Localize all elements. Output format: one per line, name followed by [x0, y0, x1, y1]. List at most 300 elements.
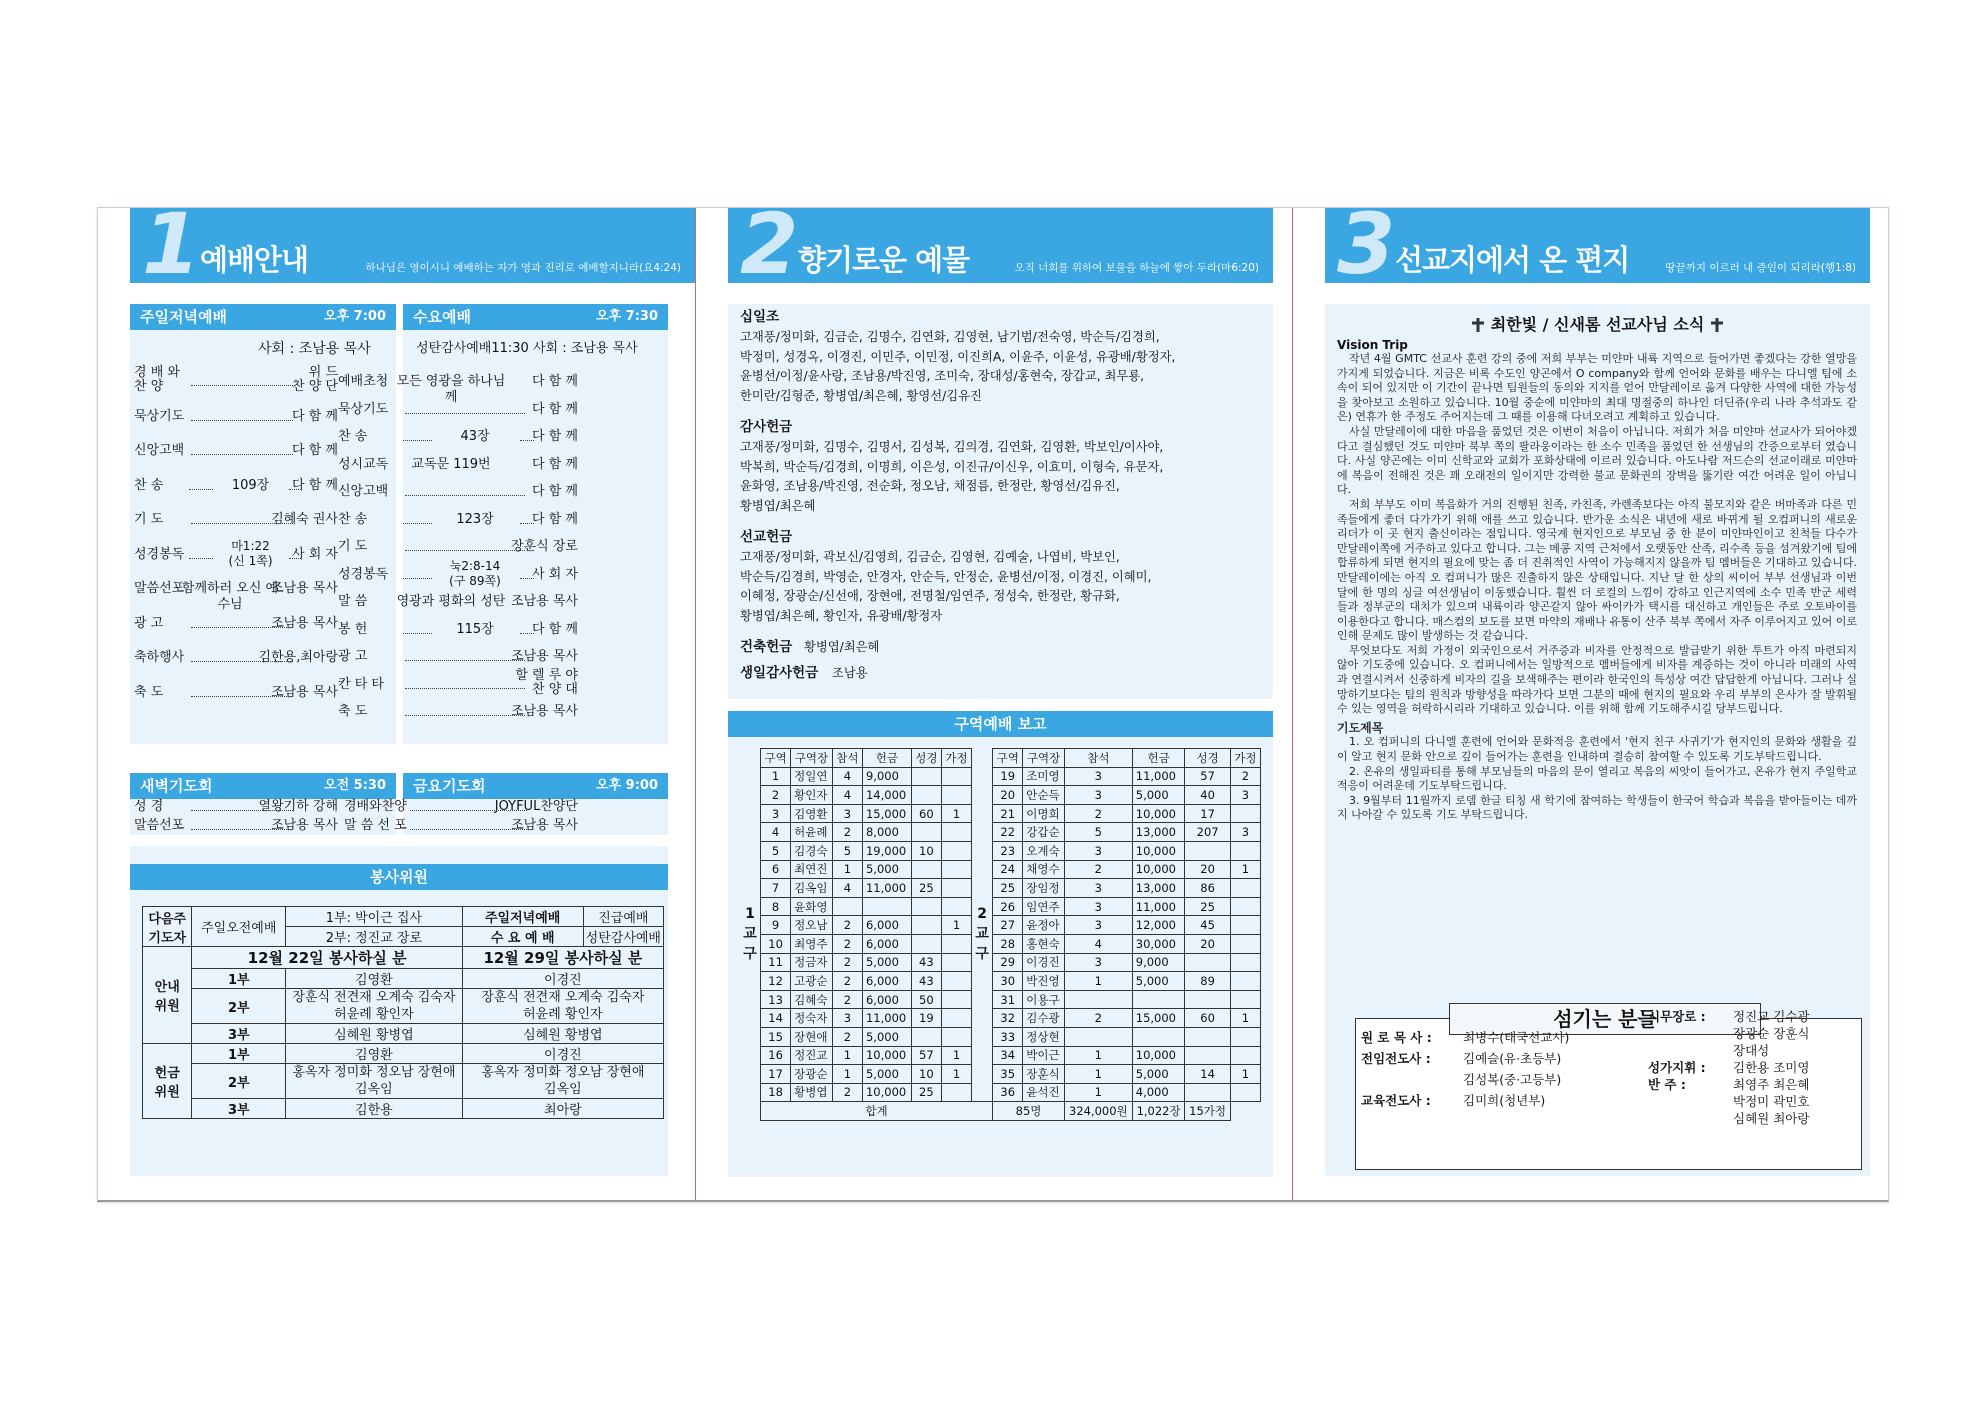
order-row	[134, 401, 338, 436]
table-cell: 33	[993, 1027, 1023, 1046]
order-leader: 조남용 목사	[511, 818, 578, 833]
staff-left-col	[1361, 1028, 1432, 1112]
table-cell: 1	[832, 860, 862, 879]
leader-dots	[189, 489, 213, 490]
table-cell	[1185, 953, 1230, 972]
staff-left-values	[1463, 1028, 1569, 1112]
table-cell: 5,000	[862, 1027, 911, 1046]
table-cell: 45	[1185, 916, 1230, 935]
leader-dots	[191, 454, 293, 455]
group-spacer	[972, 749, 993, 768]
table-cell: 정숙자	[791, 1009, 833, 1028]
letter-body	[1337, 352, 1857, 823]
leader-dots	[191, 385, 293, 386]
table-cell	[911, 786, 941, 805]
guide-2-week1: 장훈식 전견재 오계숙 김숙자 허윤례 황인자	[286, 989, 463, 1024]
table-cell: 10	[761, 934, 791, 953]
total-bible: 1,022장	[1132, 1102, 1185, 1121]
header-time: 오후 7:00	[324, 309, 386, 324]
order-content: 115장	[456, 621, 494, 637]
leader-dots	[403, 440, 432, 441]
edu-evangelist-value: 김미희(청년부)	[1463, 1093, 1546, 1108]
order-label: 말씀선포	[134, 818, 185, 833]
next-week-label: 다음주 기도자	[143, 907, 192, 947]
panel-number: 1	[142, 195, 201, 293]
order-label: 신앙고백	[134, 443, 185, 458]
table-cell	[862, 897, 911, 916]
part-label: 1부	[192, 1044, 286, 1064]
letter-title: 최한빛 / 신새롬 선교사님 소식	[1490, 315, 1705, 334]
offering-2-week1: 홍옥자 정미화 정오남 장현애 김옥임	[286, 1064, 463, 1099]
header-time: 오후 7:30	[596, 309, 658, 324]
table-cell	[911, 1027, 941, 1046]
panel-worship-guide	[98, 195, 695, 1200]
wednesday-label: 수 요 예 배	[462, 927, 583, 947]
prayer-item: 3. 9월부터 11월까지 로뎀 한글 티칭 새 학기에 참여하는 학생들이 한국어 학습과 복음을 받아들이는 데까지 나아갈 수 있도록 기도 부탁드립니다.	[1337, 793, 1857, 822]
table-cell: 14	[761, 1009, 791, 1028]
leader-dots	[405, 495, 525, 496]
order-leader: 조남용 목사	[271, 615, 338, 631]
order-leader: 다 함 께	[532, 621, 578, 637]
order-row	[134, 810, 338, 833]
part2-prayer: 2부: 정진교 장로	[286, 927, 463, 947]
table-cell: 정진교	[791, 1046, 833, 1065]
table-cell: 10,000	[1132, 804, 1185, 823]
table-cell: 10	[911, 1065, 941, 1084]
table-cell: 7	[761, 879, 791, 898]
table-cell: 12	[761, 972, 791, 991]
guide-1-week1: 김영환	[286, 969, 463, 989]
staff-right-values	[1733, 1008, 1809, 1127]
order-row	[338, 559, 578, 587]
table-cell: 57	[1185, 767, 1230, 786]
table-cell	[1185, 1027, 1230, 1046]
table-cell: 2	[832, 1083, 862, 1102]
table-cell	[1230, 953, 1260, 972]
offering-names: 고재풍/정미화, 김명수, 김명서, 김성복, 김의경, 김연화, 김영환, 박보인/이사야, 박복희, 박순득/김경희, 이명희, 이은성, 이진규/이신우, 이효미, 이형숙, 유문자, 윤화영, 조남용/박진영, 전순화, 정오남, 채점름, 한정란, 황영선/김유진, 황병엽/최은혜	[740, 440, 1164, 513]
table-cell: 1	[832, 1046, 862, 1065]
guide-label: 안내 위원	[143, 947, 192, 1044]
letter-paragraph: 작년 4월 GMTC 선교사 훈련 강의 중에 저희 부부는 미얀마 내륙 지역으로 들어가면 좋겠다는 강한 열망을 가지게 되었습니다. 지금은 비록 수도인 양곤에서 O company와 함께 언어와 문화를 배우는 다니엘 팀에 소속이 되어 있지만 이 기간이 끝나면 팀원들의 동의와 지지를 얻어 만달레이로 옮겨 다양한 사역에 대한 가능성을 찾아보고 소원하고 있습니다. 10월 중순에 미얀마의 최대 명절중의 하나인 더딘쥬(우리 나라 추석과도 같은) 연휴가 한 주정도 주어지는데 그 때를 이용해 다녀오려고 계획하고 있습니다.	[1337, 352, 1857, 424]
table-cell: 60	[1185, 1009, 1230, 1028]
table-cell: 43	[911, 953, 941, 972]
leader-dots	[289, 489, 301, 490]
guide-1-week2: 이경진	[462, 969, 663, 989]
cross-icon	[1710, 317, 1724, 331]
table-cell: 5,000	[1132, 786, 1185, 805]
order-label: 말 씀	[338, 594, 368, 609]
offering-label: 헌금 위원	[143, 1044, 192, 1119]
offering-names: 고재풍/정미화, 곽보신/김영희, 김금순, 김영현, 김예술, 나엽비, 박보인, 박순득/김경희, 박영순, 안경자, 안순득, 안정순, 윤병선/이정, 이경진, 이혜미, 이혜정, 장광순/신선애, 장현애, 전명철/임연주, 정성숙, 한정란, 황규화, 황병엽/최은혜, 황인자, 유광배/황정자	[740, 550, 1152, 623]
table-cell: 조미영	[1023, 767, 1065, 786]
offering-category: 건축헌금	[740, 639, 793, 655]
table-cell: 이경진	[1023, 953, 1065, 972]
offering-3-week1: 김한용	[286, 1099, 463, 1119]
table-cell: 6,000	[862, 990, 911, 1009]
table-cell: 4	[832, 786, 862, 805]
order-row	[134, 608, 338, 643]
table-cell: 1	[1064, 1065, 1132, 1084]
order-row	[338, 586, 578, 614]
column-header: 구역장	[791, 749, 833, 768]
staff-header: 섬기는 분들	[1449, 1003, 1761, 1035]
table-row	[740, 767, 1261, 786]
table-cell: 1	[1064, 1046, 1132, 1065]
table-cell	[911, 934, 941, 953]
table-cell: 36	[993, 1083, 1023, 1102]
order-label: 찬 송	[338, 429, 368, 444]
cross-icon	[1471, 317, 1485, 331]
table-cell	[911, 767, 941, 786]
panel-number: 3	[1337, 195, 1396, 293]
table-cell: 16	[761, 1046, 791, 1065]
part-label: 2부	[192, 989, 286, 1024]
wednesday-header	[403, 304, 668, 330]
offering-category: 감사헌금	[740, 419, 793, 435]
table-cell: 3	[1064, 786, 1132, 805]
table-cell: 5	[832, 841, 862, 860]
table-cell: 오계숙	[1023, 841, 1065, 860]
order-leader: 다 함 께	[292, 477, 338, 493]
elder-pastor-value: 최병수(태국선교사)	[1463, 1030, 1570, 1045]
table-cell: 8	[761, 897, 791, 916]
order-label: 축 도	[134, 684, 164, 700]
panel-verse: 하나님은 영이시니 예배하는 자가 영과 진리로 예배할지니라(요4:24)	[365, 262, 681, 274]
table-cell: 3	[1064, 879, 1132, 898]
service-header: 봉사위원	[130, 864, 668, 890]
table-cell: 3	[832, 804, 862, 823]
table-cell	[1064, 990, 1132, 1009]
table-cell: 채영수	[1023, 860, 1065, 879]
group-label: 1 교 구	[743, 906, 757, 963]
vision-trip-label: Vision Trip	[1337, 338, 1408, 352]
offering-category: 십일조	[740, 309, 780, 325]
table-cell: 강갑순	[1023, 823, 1065, 842]
header-time: 오후 9:00	[596, 778, 658, 793]
table-cell: 2	[761, 786, 791, 805]
order-label: 예배초청	[338, 374, 389, 389]
order-label: 기 도	[134, 512, 164, 527]
table-cell: 30	[993, 972, 1023, 991]
table-cell: 5	[761, 841, 791, 860]
order-leader: 할 렐 루 야 찬 양 대	[515, 667, 578, 697]
leader-dots	[405, 688, 525, 689]
table-cell	[1185, 1083, 1230, 1102]
leader-dots	[520, 523, 534, 524]
group-spacer	[740, 1102, 761, 1121]
offering-category: 생일감사헌금	[740, 665, 819, 681]
order-label: 광 고	[134, 615, 164, 631]
table-cell: 19	[993, 767, 1023, 786]
sunday-morning-label: 주일오전예배	[192, 907, 286, 947]
choir-director-value: 김한용 조미영	[1733, 1060, 1810, 1075]
table-cell: 2	[832, 972, 862, 991]
table-cell: 86	[1185, 879, 1230, 898]
offering-names: 고재풍/정미화, 김금순, 김명수, 김연화, 김영현, 남기범/전숙영, 박순득/김경희, 박정미, 성경옥, 이경진, 이민주, 이민정, 이진희A, 이윤주, 이윤성, 유광배/황정자, 윤병선/이정/윤사랑, 조남용/박진영, 조미숙, 장대성/홍현숙, 장갑교, 최무룡, 한미란/김형준, 황병엽/최은혜, 황영선/김유진	[740, 330, 1176, 403]
table-cell	[832, 897, 862, 916]
table-cell: 20	[1185, 934, 1230, 953]
total-people: 85명	[993, 1102, 1065, 1121]
order-leader: 장훈식 장로	[511, 539, 578, 554]
table-cell: 14	[1185, 1065, 1230, 1084]
table-cell: 6,000	[862, 916, 911, 935]
table-cell	[1132, 1027, 1185, 1046]
order-content: 마1:22 (신 1쪽)	[228, 538, 273, 568]
table-cell: 고광순	[791, 972, 833, 991]
letter-title-row	[1325, 312, 1870, 335]
table-cell: 정일연	[791, 767, 833, 786]
table-cell: 12,000	[1132, 916, 1185, 935]
table-cell: 1	[941, 804, 971, 823]
table-cell: 4	[832, 767, 862, 786]
table-cell: 3	[832, 1009, 862, 1028]
table-cell	[1132, 990, 1185, 1009]
table-cell: 김혜숙	[791, 990, 833, 1009]
table-cell: 1	[1064, 1083, 1132, 1102]
part-label: 3부	[192, 1099, 286, 1119]
order-row	[338, 449, 578, 477]
table-cell: 23	[993, 841, 1023, 860]
table-cell: 43	[911, 972, 941, 991]
table-cell	[1185, 1046, 1230, 1065]
order-row	[134, 504, 338, 539]
table-cell: 임연주	[1023, 897, 1065, 916]
offering-1-week2: 이경진	[462, 1044, 663, 1064]
table-cell	[941, 972, 971, 991]
offering-category: 선교헌금	[740, 529, 793, 545]
leader-dots	[191, 420, 293, 421]
order-leader: 김혜숙 권사	[271, 512, 338, 527]
order-label: 말씀선포	[134, 581, 185, 596]
table-cell: 최연진	[791, 860, 833, 879]
table-cell	[1230, 804, 1260, 823]
order-content: 영광과 평화의 성탄	[396, 594, 506, 609]
table-cell: 22	[993, 823, 1023, 842]
order-row	[134, 470, 338, 505]
table-cell	[941, 990, 971, 1009]
table-cell: 6,000	[862, 934, 911, 953]
table-cell: 장광순	[791, 1065, 833, 1084]
table-row	[740, 916, 1261, 935]
table-cell: 19	[911, 1009, 941, 1028]
table-cell: 2	[832, 990, 862, 1009]
table-cell: 4	[1064, 934, 1132, 953]
offering-names: 황병엽/최은혜	[804, 640, 880, 654]
order-leader: 조남용 목사	[271, 684, 338, 700]
table-cell: 3	[1230, 786, 1260, 805]
leader-dots	[191, 627, 293, 628]
order-leader: 다 함 께	[532, 484, 578, 499]
edu-evangelist-label: 교육전도사 :	[1361, 1093, 1431, 1108]
order-leader: 조남용 목사	[271, 581, 338, 596]
leader-dots	[405, 550, 525, 551]
order-label: 경 배 와 찬 양	[134, 365, 180, 394]
header-time: 오전 5:30	[324, 778, 386, 793]
table-cell: 29	[993, 953, 1023, 972]
table-cell	[941, 860, 971, 879]
leader-dots	[520, 440, 534, 441]
table-cell: 8,000	[862, 823, 911, 842]
table-cell: 5,000	[1132, 972, 1185, 991]
table-cell: 89	[1185, 972, 1230, 991]
total-label: 합계	[761, 1102, 993, 1121]
table-cell: 13,000	[1132, 823, 1185, 842]
table-cell: 2	[1064, 860, 1132, 879]
table-cell: 2	[1064, 1009, 1132, 1028]
leader-dots	[191, 523, 293, 524]
table-cell: 이명희	[1023, 804, 1065, 823]
table-cell	[941, 1009, 971, 1028]
table-cell: 안순득	[1023, 786, 1065, 805]
table-cell: 11,000	[862, 879, 911, 898]
order-label: 봉 헌	[338, 621, 368, 637]
wednesday-value: 성탄감사예배	[583, 927, 663, 947]
table-cell: 1	[1230, 1009, 1260, 1028]
offering-3-week2: 최아랑	[462, 1099, 663, 1119]
table-cell: 18	[761, 1083, 791, 1102]
district-header: 구역예배 보고	[728, 711, 1273, 737]
table-cell	[941, 897, 971, 916]
table-row	[740, 990, 1261, 1009]
letter-paragraph: 저희 부부도 이미 복음화가 거의 진행된 친족, 카친족, 카렌족보다는 아직 불모지와 같은 버마족과 다른 민족들에게 좋더 다가가기 위해 애를 쓰고 있습니다. 반가운 소식은 내년에 새로 바뀌게 될 오컴퍼니의 새로운 리더가 이 곳 현지 출신이라는 점입니다. 영국계 현지인으로 부모님 중 한 분이 미얀마인이고 친척들 다수가 만달레이쪽에 거주하고 있다고 합니다. 그는 메콩 지역 근처에서 오랫동안 산족, 리수족 등을 섬겨왔기에 팀에 합류하게 되면 현지의 필요에 맞는 좀 더 진취적인 사역이 가능해지지 않을까 팀 멤버들은 기대하고 있습니다. 만달레이에는 아직 오 컴퍼니가 많은 진출하지 않은 상태입니다. 지난 달 한 상의 씨이어 부부 선생님과 이번 달에 한 명의 싱글 여선생님이 이동했습니다. 훨씬 더 로컬의 느낌이 강하고 인근지역에 소수 민족 반군 세력들과 정부군의 대치가 있으며 내륙이라 양곤같지 않아 싸이카가 택시를 대신하고 개인들은 주로 오토바이를 이용한다고 합니다. 매스컴의 보도를 보면 마약의 재배나 유통이 산주 북부 쪽에서 자주 이루어지고 있어 이로 인해 문제도 많이 발생하는 것 같습니다.	[1337, 497, 1857, 643]
staff-right-col	[1648, 1008, 1706, 1093]
table-cell: 1	[1230, 1065, 1260, 1084]
table-cell	[1230, 972, 1260, 991]
table-cell: 207	[1185, 823, 1230, 842]
order-label: 묵상기도	[134, 408, 185, 424]
table-cell: 10,000	[862, 1046, 911, 1065]
accompanist-label: 반 주 :	[1648, 1077, 1686, 1092]
total-home: 15가정	[1185, 1102, 1230, 1121]
table-row	[740, 879, 1261, 898]
table-cell: 1	[1064, 972, 1132, 991]
order-row	[338, 504, 578, 532]
sunday-evening-label: 주일저녁예배	[462, 907, 583, 927]
table-cell: 1	[832, 1065, 862, 1084]
leader-dots	[191, 829, 293, 830]
fulltime-evangelist-value-1: 김예슬(유·초등부)	[1463, 1051, 1562, 1066]
order-content: 모든 영광을 하나님께	[396, 374, 506, 405]
column-header: 가정	[941, 749, 971, 768]
order-leader: 김한용,최아랑	[258, 650, 338, 665]
panel-title: 선교지에서 온 편지	[1395, 243, 1630, 277]
table-cell: 6	[761, 860, 791, 879]
column-header: 구역	[761, 749, 791, 768]
order-content: 함께하러 오신 예수님	[181, 581, 279, 612]
table-cell: 10,000	[1132, 860, 1185, 879]
week2-label: 12월 29일 봉사하실 분	[462, 947, 663, 969]
table-cell: 27	[993, 916, 1023, 935]
order-row	[134, 573, 338, 612]
leader-dots	[191, 696, 293, 697]
order-label: 찬 송	[134, 477, 164, 493]
table-cell: 2	[832, 1027, 862, 1046]
column-header: 헌금	[1132, 749, 1185, 768]
table-cell: 김옥임	[791, 879, 833, 898]
leader-dots	[405, 660, 525, 661]
table-cell: 17	[1185, 804, 1230, 823]
table-row	[740, 1065, 1261, 1084]
prayer-title: 기도제목	[1337, 720, 1384, 735]
table-cell	[1230, 916, 1260, 935]
table-row	[740, 1027, 1261, 1046]
order-leader: 다 함 께	[532, 511, 578, 527]
fulltime-evangelist-label: 전임전도사 :	[1361, 1051, 1431, 1066]
table-cell: 9	[761, 916, 791, 935]
order-row	[338, 394, 578, 422]
order-row	[134, 539, 338, 574]
table-cell: 13,000	[1132, 879, 1185, 898]
table-cell: 25	[993, 879, 1023, 898]
table-cell: 최영주	[791, 934, 833, 953]
prayer-item: 2. 온유의 생일파티를 통해 부모님들의 마음의 문이 열리고 복음의 씨앗이 들어가고, 온유가 현지 주일학교 적응이 어려운데 기도부탁드립니다.	[1337, 764, 1857, 793]
order-label: 성경봉독	[134, 546, 185, 562]
table-cell: 정금자	[791, 953, 833, 972]
column-header: 구역장	[1023, 749, 1065, 768]
order-label: 경배와찬양	[344, 799, 407, 814]
table-cell: 3	[1064, 953, 1132, 972]
table-cell	[1230, 1046, 1260, 1065]
order-row	[338, 531, 578, 559]
table-cell: 5,000	[862, 1065, 911, 1084]
table-row	[740, 841, 1261, 860]
column-header: 헌금	[862, 749, 911, 768]
table-cell	[941, 1083, 971, 1102]
order-leader: JOYFUL찬양단	[494, 799, 578, 814]
table-cell: 6,000	[862, 972, 911, 991]
table-cell	[941, 879, 971, 898]
part-label: 2부	[192, 1064, 286, 1099]
order-label: 찬 송	[338, 511, 368, 527]
table-cell: 19,000	[862, 841, 911, 860]
order-leader: 다 함 께	[532, 374, 578, 389]
table-cell	[1230, 897, 1260, 916]
order-label: 광 고	[338, 649, 368, 664]
table-cell: 26	[993, 897, 1023, 916]
bulletin-sheet	[97, 195, 1889, 1202]
worship-banner	[130, 195, 695, 293]
leader-dots	[520, 578, 534, 579]
order-label: 축하행사	[134, 650, 185, 665]
leader-dots	[289, 558, 301, 559]
table-cell: 김영환	[791, 804, 833, 823]
table-cell	[1185, 841, 1230, 860]
table-cell: 2	[832, 953, 862, 972]
table-cell: 9,000	[1132, 953, 1185, 972]
guide-2-week2: 장훈식 전견재 오계숙 김숙자 허윤례 황인자	[462, 989, 663, 1024]
table-cell: 11,000	[1132, 897, 1185, 916]
order-row	[344, 791, 578, 814]
elder-value: 정진교 김수광 장광순 장훈식 장대성	[1733, 1009, 1810, 1058]
table-cell: 1	[761, 767, 791, 786]
order-row	[338, 476, 578, 504]
column-header: 성경	[1185, 749, 1230, 768]
column-header: 성경	[911, 749, 941, 768]
table-row	[740, 786, 1261, 805]
table-cell	[941, 823, 971, 842]
table-cell	[941, 1027, 971, 1046]
order-leader: 위 드 찬 양 단	[292, 365, 338, 394]
total-money: 324,000원	[1064, 1102, 1132, 1121]
order-leader: 조남용 목사	[271, 818, 338, 833]
leader-dots	[403, 578, 432, 579]
table-cell: 장임정	[1023, 879, 1065, 898]
table-cell: 15	[761, 1027, 791, 1046]
order-content: 123장	[456, 511, 494, 527]
table-cell: 2	[832, 823, 862, 842]
offering-names: 조남용	[832, 666, 868, 680]
order-label: 칸 타 타	[338, 676, 384, 692]
